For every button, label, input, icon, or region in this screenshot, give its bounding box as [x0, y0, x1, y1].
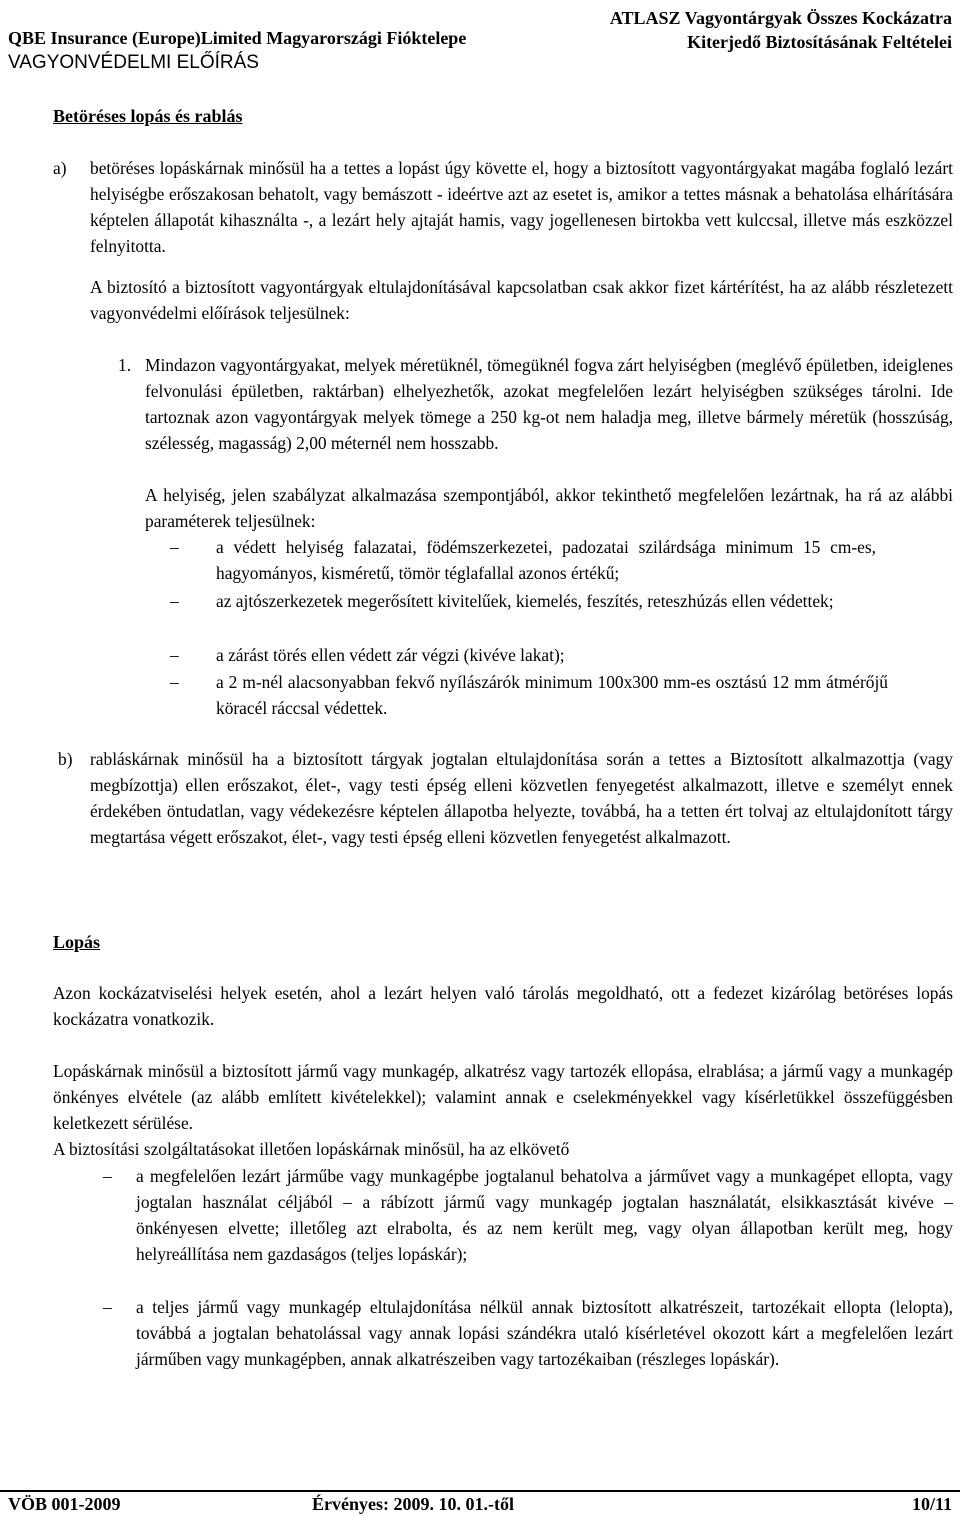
dash-bullet: –	[170, 591, 179, 611]
footer-page-number: 10/11	[911, 1494, 952, 1514]
item-a-label: a)	[53, 158, 67, 178]
document-title	[610, 6, 952, 54]
document-title-line-1: ATLASZ Vagyontárgyak Összes Kockázatra	[609, 8, 952, 28]
footer-valid-from: Érvényes: 2009. 10. 01.-től	[312, 1494, 514, 1514]
company-name: QBE Insurance (Europe)Limited Magyarországi Fióktelepe	[8, 28, 467, 48]
item-1-label: 1.	[118, 355, 132, 375]
dash-bullet: –	[170, 537, 179, 557]
item-b-label: b)	[58, 749, 73, 769]
theft-paragraph-3: A biztosítási szolgáltatásokat illetően lopáskárnak minősül, ha az elkövető	[53, 1139, 570, 1159]
requirement-windows: a 2 m-nél alacsonyabban fekvő nyílászárók minimum 100x300 mm-es osztású 12 mm átmérőjű köracél ráccsal védettek.	[216, 672, 888, 718]
theft-paragraph-1: Azon kockázatviselési helyek esetén, ahol a lezárt helyen való tárolás megoldható, ott a fedezet kizárólag betöréses lopás kockázatra vonatkozik.	[53, 983, 953, 1029]
requirement-lock: a zárást törés ellen védett zár végzi (kivéve lakat);	[216, 645, 565, 665]
theft-case-partial: a teljes jármű vagy munkagép eltulajdonítása nélkül annak biztosított alkatrészeit, tartozékait ellopta (lelopta), továbbá a jogtalan behatolással vagy annak lopási szándékra utaló kísérletével okozott kárt a megfelelően lezárt járműben vagy munkagépben, annak alkatrészeiben vagy tartozékaiban (részleges lopáskár).	[136, 1297, 953, 1369]
dash-bullet: –	[103, 1297, 112, 1317]
requirement-doors: az ajtószerkezetek megerősített kivitelűek, kiemelés, feszítés, reteszhúzás ellen védettek;	[216, 591, 834, 611]
heading-theft: Lopás	[53, 932, 101, 952]
item-1-text: Mindazon vagyontárgyakat, melyek méretüknél, tömegüknél fogva zárt helyiségben (meglévő épületben, ideiglenes felvonulási épületben, raktárban) elhelyezhetők, azokat megfelelően lezárt helyiségben szükséges tárolni. Ide tartoznak azon vagyontárgyak melyek tömege a 250 kg-ot nem haladja meg, illetve bármely méretük (hosszúság, szélesség, magasság) 2,00 méternél nem hosszabb.	[145, 355, 953, 453]
heading-burglary-robbery: Betöréses lopás és rablás	[53, 106, 243, 126]
dash-bullet: –	[103, 1166, 112, 1186]
requirement-walls: a védett helyiség falazatai, födémszerkezetei, padozatai szilárdsága minimum 15 cm-es, hagyományos, kisméretű, tömör téglafallal azonos értékű;	[216, 537, 876, 583]
footer-doc-code: VÖB 001-2009	[8, 1494, 121, 1514]
item-a-paragraph-2: A biztosító a biztosított vagyontárgyak eltulajdonításával kapcsolatban csak akkor fizet kártérítést, ha az alább részletezett vagyonvédelmi előírások teljesülnek:	[90, 277, 953, 323]
dash-bullet: –	[170, 645, 179, 665]
footer-divider	[0, 1490, 960, 1492]
dash-bullet: –	[170, 672, 179, 692]
document-title-line-2: Kiterjedő Biztosításának Feltételei	[687, 32, 952, 52]
section-title: VAGYONVÉDELMI ELŐÍRÁS	[8, 52, 259, 73]
item-b-text: rabláskárnak minősül ha a biztosított tárgyak jogtalan eltulajdonítása során a tettes a Biztosított alkalmazottja (vagy megbízottja) ellen erőszakot, élet-, vagy testi épség elleni közvetlen fenyegetést alkalmazott, illetve e személyt ennek érdekében öntudatlan, vagy védekezésre képtelen állapotba helyezte, továbbá, ha a tetten ért tolvaj az eltulajdonított tárgy megtartása végett erőszakot, élet-, vagy testi épség elleni közvetlen fenyegetést alkalmazott.	[90, 749, 953, 847]
theft-case-full: a megfelelően lezárt járműbe vagy munkagépbe jogtalanul behatolva a járművet vagy a munkagépet ellopta, vagy jogtalan használat céljából – a rábízott jármű vagy munkagép jogtalan használatát, elsikkasztását kivéve – önkényesen elvette; illetőleg azt elrabolta, és az nem került meg, vagy olyan állapotban került meg, hogy helyreállítása nem gazdaságos (teljes lopáskár);	[136, 1166, 953, 1264]
theft-paragraph-2: Lopáskárnak minősül a biztosított jármű vagy munkagép, alkatrész vagy tartozék ellopása, elrablása; a jármű vagy a munkagép önkényes elvétele (az alább említett kivételekkel); valamint annak e cselekményekkel vagy kísérletükkel összefüggésben keletkezett sérülése.	[53, 1061, 953, 1133]
item-1-paragraph-2: A helyiség, jelen szabályzat alkalmazása szempontjából, akkor tekinthető megfelelően lezártnak, ha rá az alábbi paraméterek teljesülnek:	[145, 485, 953, 531]
item-a-text: betöréses lopáskárnak minősül ha a tettes a lopást úgy követte el, hogy a biztosított vagyontárgyakat magába foglaló lezárt helyiségbe erőszakosan behatolt, vagy bemászott - ideértve azt az esetet is, amikor a tettes másnak a behatolása elhárítására képtelen állapotát kihasználta -, a lezárt hely ajtaját hamis, vagy jogellenesen birtokba vett kulccsal, illetve más eszközzel felnyitotta.	[90, 158, 953, 256]
